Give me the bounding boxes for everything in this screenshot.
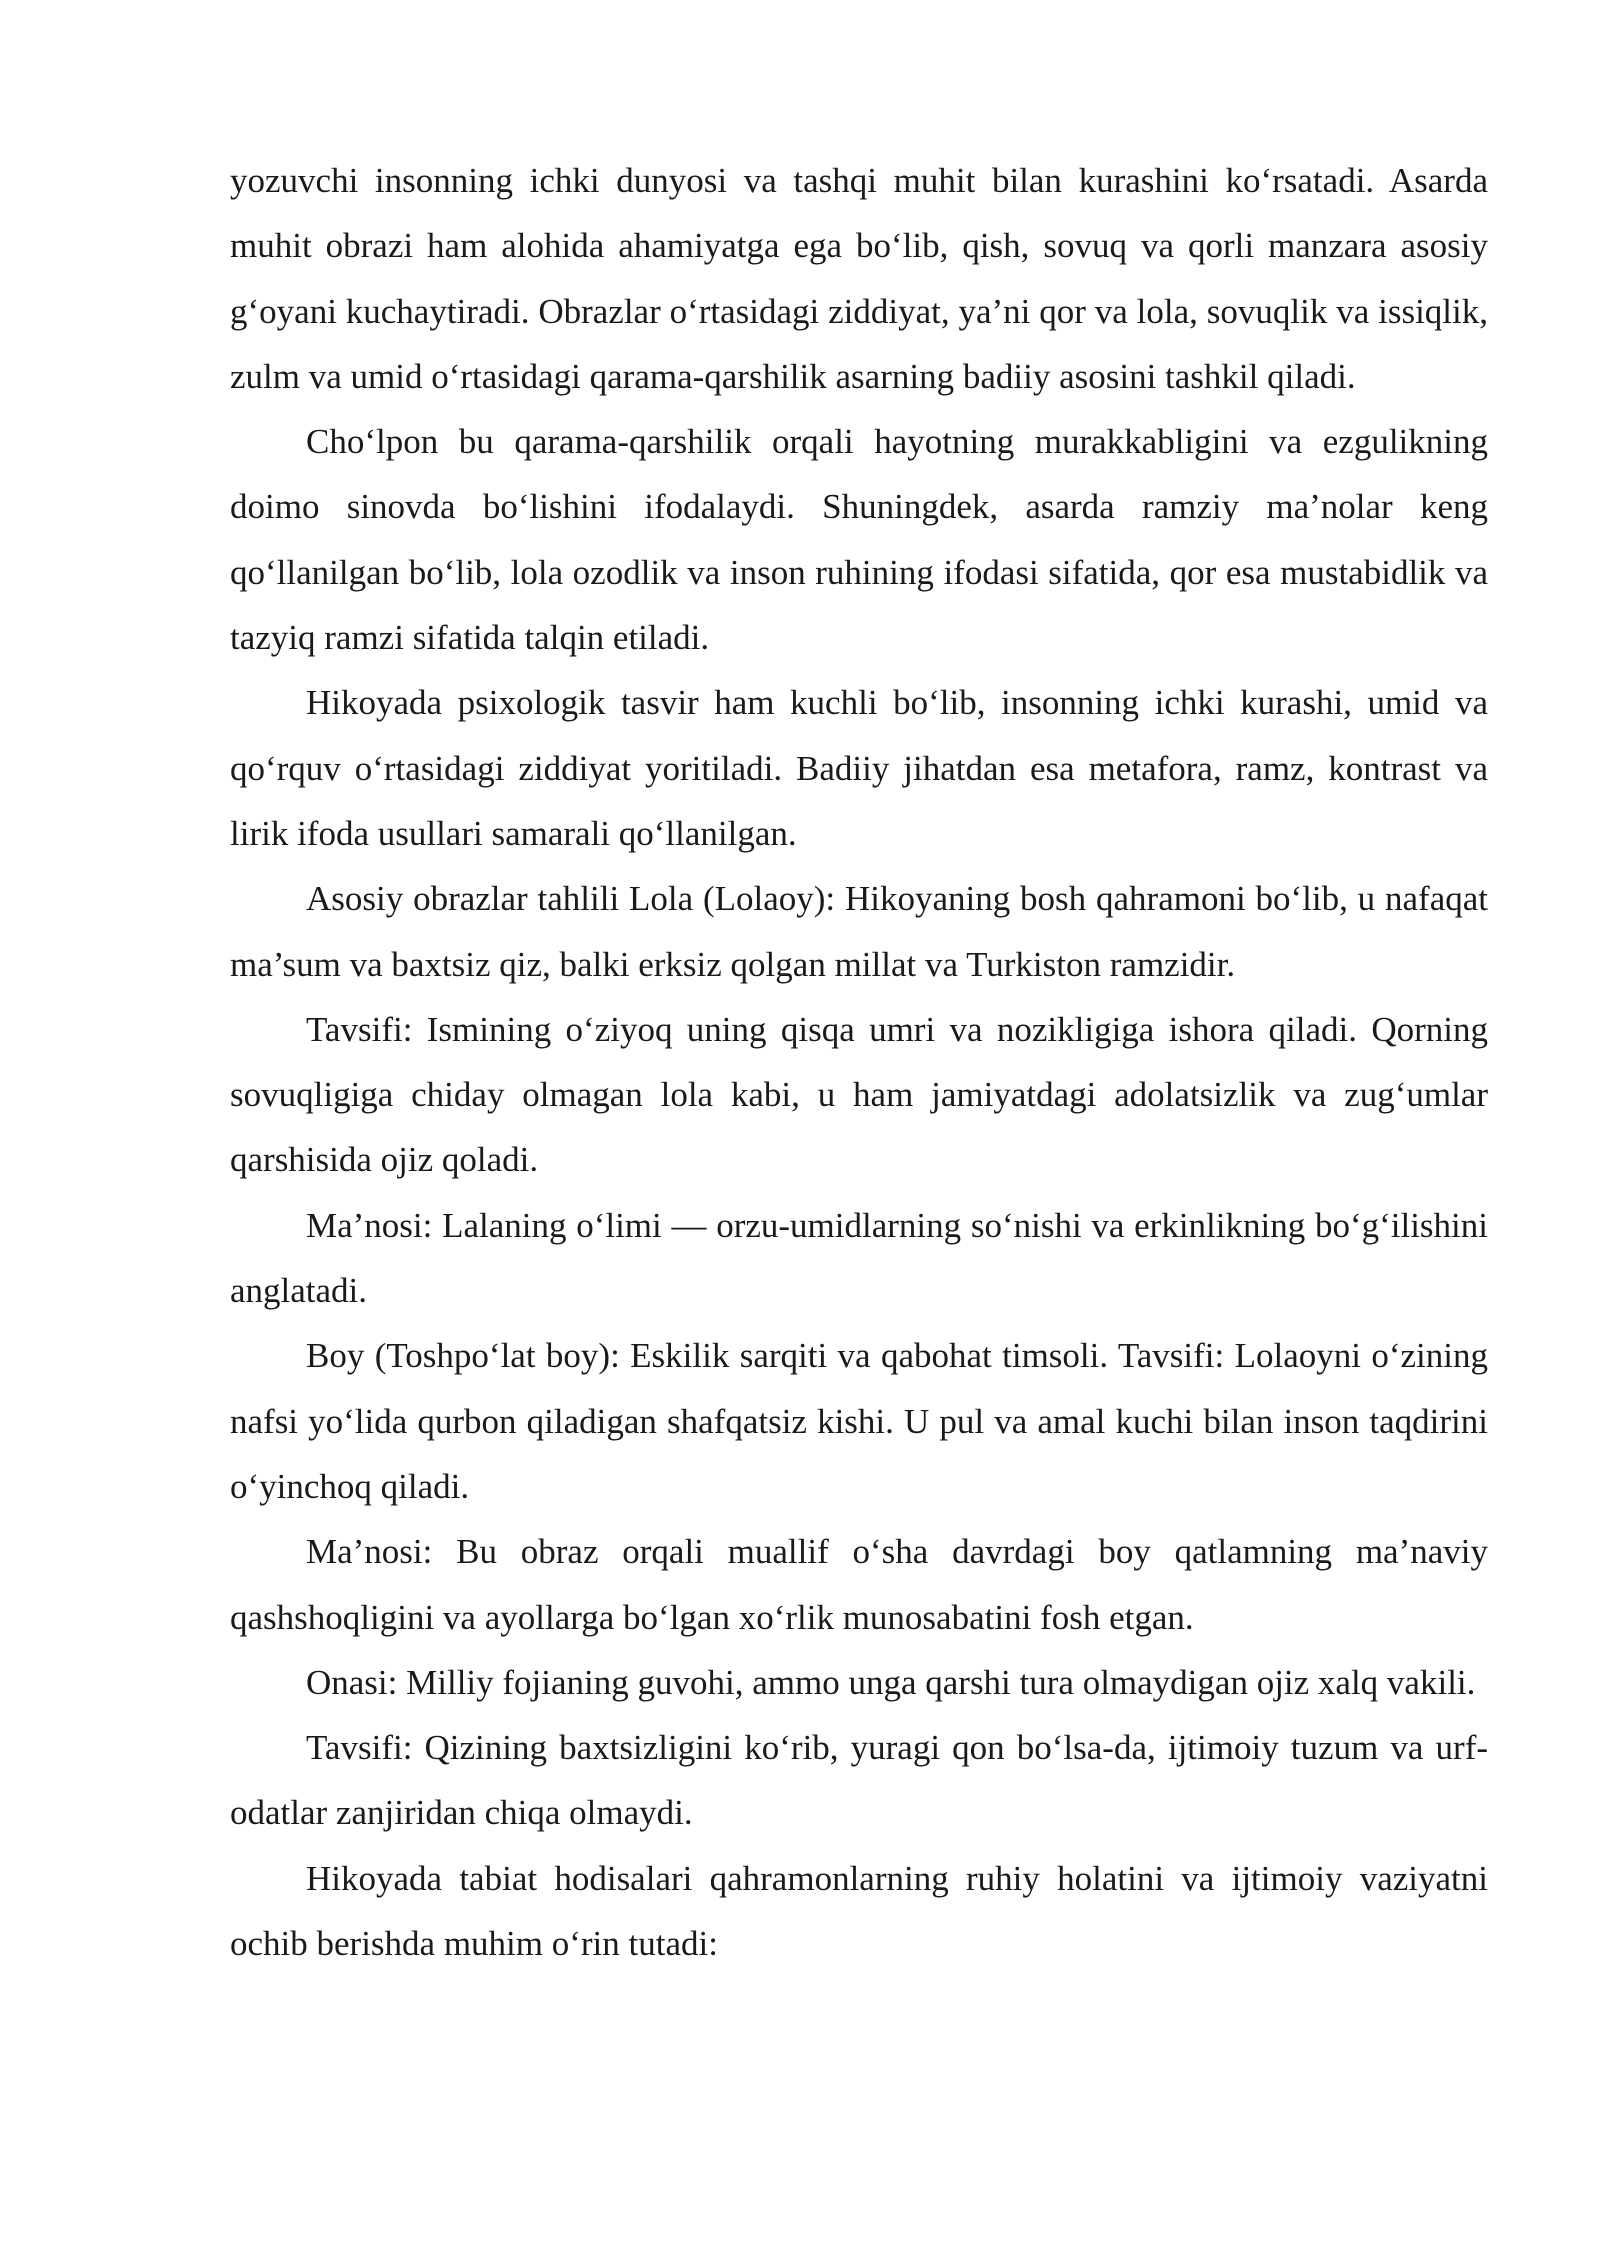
paragraph-lola-description: Tavsifi: Ismining o‘ziyoq uning qisqa umri va nozikligiga ishora qiladi. Qorning sovuqligiga chiday olmagan lola kabi, u ham jamiyatdagi adolatsizlik va zug‘umlar qarshisida ojiz qoladi. bbox=[230, 1009, 1488, 1180]
paragraph-psychology: Hikoyada psixologik tasvir ham kuchli bo‘lib, insonning ichki kurashi, umid va qo‘rquv o‘rtasidagi ziddiyat yoritiladi. Badiiy jihatdan esa metafora, ramz, kontrast va lirik ifoda usullari samarali qo‘llanilgan. bbox=[230, 683, 1488, 853]
paragraph-boy-meaning: Ma’nosi: Bu obraz orqali muallif o‘sha davrdagi boy qatlamning ma’naviy qashshoqligini va ayollarga bo‘lgan xo‘rlik munosabatini fosh etgan. bbox=[230, 1532, 1488, 1637]
paragraph-mother: Onasi: Milliy fojianing guvohi, ammo unga qarshi tura olmaydigan ojiz xalq vakili. bbox=[306, 1662, 1476, 1702]
paragraph-main-characters: Asosiy obrazlar tahlili Lola (Lolaoy): Hikoyaning bosh qahramoni bo‘lib, u nafaqat ma’sum va baxtsiz qiz, balki erksiz qolgan millat va Turkiston ramzidir. bbox=[230, 879, 1488, 984]
paragraph-lola-meaning: Ma’nosi: Lalaning o‘limi — orzu-umidlarning so‘nishi va erkinlikning bo‘g‘ilishini anglatadi. bbox=[230, 1205, 1488, 1311]
paragraph-continuation: yozuvchi insonning ichki dunyosi va tashqi muhit bilan kurashini ko‘rsatadi. Asarda muhit obrazi ham alohida ahamiyatga ega bo‘lib, qish, sovuq va qorli manzara asosiy g‘oyani kuchaytiradi. Obrazlar o‘rtasidagi ziddiyat, ya’ni qor va lola, sovuqlik va issiqlik, zulm va umid o‘rtasidagi qarama-qarshilik asarning badiiy asosini tashkil qiladi. bbox=[230, 161, 1488, 396]
paragraph-mother-description: Tavsifi: Qizining baxtsizligini ko‘rib, yuragi qon bo‘lsa-da, ijtimoiy tuzum va urf-odatlar zanjiridan chiqa olmaydi. bbox=[230, 1728, 1488, 1833]
paragraph-cholpon: Cho‘lpon bu qarama-qarshilik orqali hayotning murakkabligini va ezgulikning doimo sinovda bo‘lishini ifodalaydi. Shuningdek, asarda ramziy ma’nolar keng qo‘llanilgan bo‘lib, lola ozodlik va inson ruhining ifodasi sifatida, qor esa mustabidlik va tazyiq ramzi sifatida talqin etiladi. bbox=[230, 422, 1488, 658]
body-text bbox=[230, 148, 1488, 1976]
paragraph-boy: Boy (Toshpo‘lat boy): Eskilik sarqiti va qabohat timsoli. Tavsifi: Lolaoyni o‘zining nafsi yo‘lida qurbon qiladigan shafqatsiz kishi. U pul va amal kuchi bilan inson taqdirini o‘yinchoq qiladi. bbox=[230, 1336, 1488, 1506]
paragraph-nature: Hikoyada tabiat hodisalari qahramonlarning ruhiy holatini va ijtimoiy vaziyatni ochib berishda muhim o‘rin tutadi: bbox=[230, 1858, 1488, 1964]
